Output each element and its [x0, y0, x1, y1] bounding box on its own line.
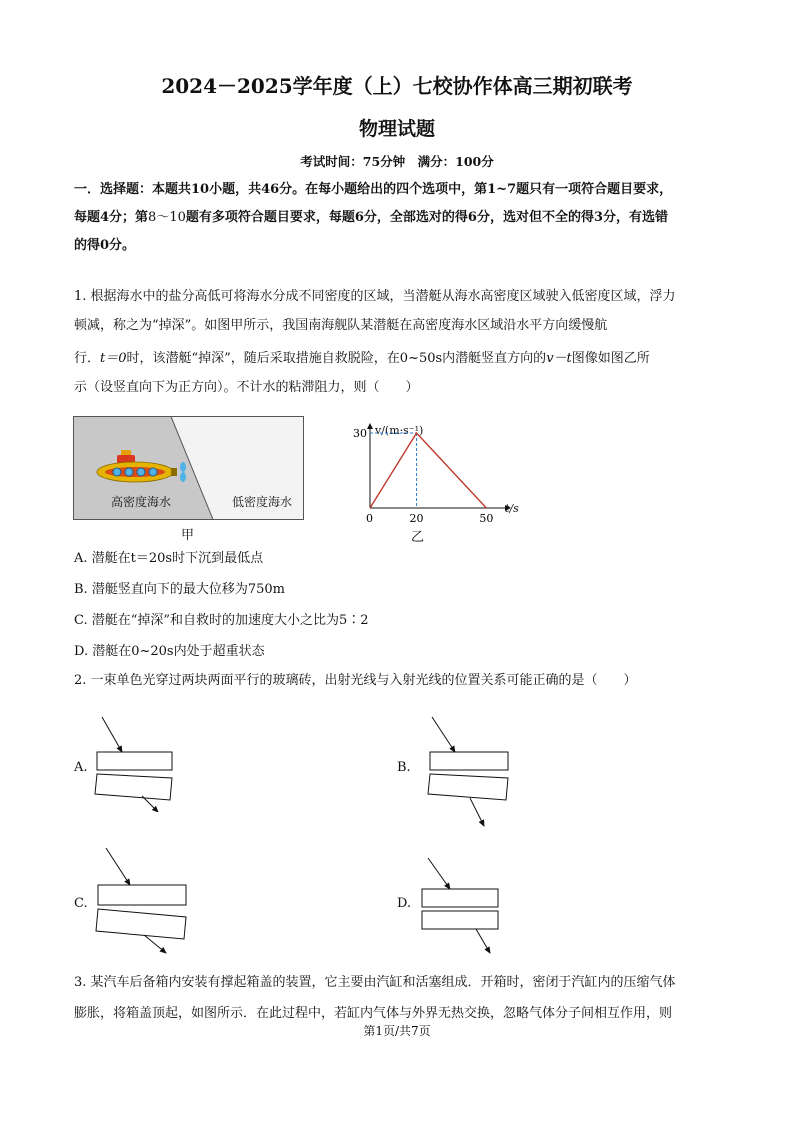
q2-option-d-diagram[interactable] [418, 853, 518, 958]
q3-line-2: 膨胀，将箱盖顶起，如图所示．在此过程中，若缸内气体与外界无热交换，忽略气体分子间相互作用，则 [74, 1006, 673, 1021]
q1-line-1: 1. 根据海水中的盐分高低可将海水分成不同密度的区域，当潜艇从海水高密度区域驶入低密度区域，浮力 [74, 289, 676, 304]
q1-line-3: 行．t＝0时，该潜艇“掉深”，随后采取措施自救脱险，在0~50s内潜艇竖直方向的v－t图像如图乙所 [74, 351, 650, 366]
q1-option-a[interactable]: A. 潜艇在t＝20s时下沉到最低点 [74, 551, 264, 566]
question-2: 2. 一束单色光穿过两块两面平行的玻璃砖，出射光线与入射光线的位置关系可能正确的是（ ） [74, 673, 637, 688]
figure-yi [340, 420, 530, 545]
question-1 [74, 287, 724, 398]
q1-option-b[interactable]: B. 潜艇竖直向下的最大位移为750m [74, 582, 285, 597]
low-density-label: 低密度海水 [231, 495, 293, 509]
section-instructions [74, 180, 724, 256]
page-subtitle: 物理试题 [358, 118, 435, 140]
q2-option-b-label[interactable]: B. [397, 760, 411, 775]
x-tick-label: 20 [409, 512, 424, 525]
y-tick-label: 30 [353, 427, 367, 440]
q2-option-c-diagram[interactable] [92, 843, 192, 958]
figure-jia-caption: 甲 [181, 528, 195, 543]
figure-yi-caption: 乙 [411, 530, 425, 545]
x-tick-label: 50 [479, 512, 494, 525]
question-3 [74, 973, 724, 1024]
q2-option-c-label[interactable]: C. [74, 896, 88, 911]
q2-option-a-diagram[interactable] [92, 712, 192, 812]
q1-option-c[interactable]: C. 潜艇在“掉深”和自救时的加速度大小之比为5∶2 [74, 613, 369, 628]
q2-option-a-label[interactable]: A. [74, 760, 88, 775]
exam-info: 考试时间：75分钟 满分：100分 [300, 154, 494, 169]
q1-option-d[interactable]: D. 潜艇在0~20s内处于超重状态 [74, 644, 265, 659]
q1-line-2: 顿减，称之为“掉深”。如图甲所示，我国南海舰队某潜艇在高密度海水区域沿水平方向缓慢航 [74, 318, 608, 333]
q3-line-1: 3. 某汽车后备箱内安装有撑起箱盖的装置，它主要由汽缸和活塞组成．开箱时，密闭于汽缸内的压缩气体 [74, 975, 676, 990]
x-axis-label: t/s [505, 502, 519, 515]
figure-jia-svg [73, 416, 304, 520]
figure-jia [73, 416, 304, 520]
vt-chart [340, 420, 530, 545]
page-title: 2024－2025学年度（上）七校协作体高三期初联考 [161, 74, 633, 98]
y-axis-label: v/(m·s⁻¹) [375, 424, 424, 437]
instructions-line-1: 一．选择题：本题共10小题，共46分。在每小题给出的四个选项中，第1~7题只有一项符合题目要求， [74, 182, 673, 197]
q2-option-d-label[interactable]: D. [397, 896, 412, 911]
q1-line-4: 示（设竖直向下为正方向）。不计水的粘滞阻力，则（ ） [74, 380, 419, 395]
vt-series-line [370, 433, 486, 508]
high-density-label: 高密度海水 [110, 495, 172, 509]
instructions-line-3: 的得0分。 [74, 238, 136, 253]
instructions-line-2: 每题4分；第8～10题有多项符合题目要求，每题6分，全部选对的得6分，选对但不全的得3分，有选错 [74, 210, 669, 225]
q2-option-b-diagram[interactable] [420, 712, 520, 832]
page-number: 第1页/共7页 [363, 1024, 431, 1038]
x-tick-label: 0 [366, 512, 373, 525]
